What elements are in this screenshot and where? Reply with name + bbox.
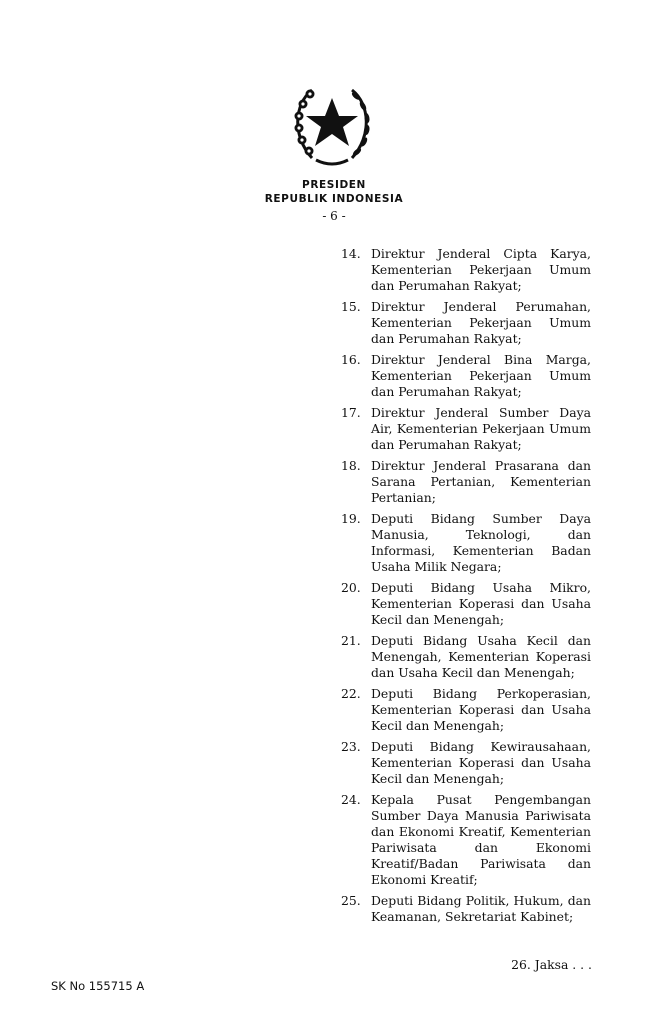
list-item <box>341 405 591 453</box>
item-text: Deputi Bidang Kewirausahaan, Kementerian Koperasi dan Usaha Kecil dan Menengah; <box>371 739 591 786</box>
list-item <box>341 246 591 294</box>
item-number: 15. <box>341 299 361 314</box>
list-item <box>341 633 591 681</box>
page-number: - 6 - <box>322 209 346 223</box>
list-item <box>341 299 591 347</box>
item-text: Direktur Jenderal Sumber Daya Air, Kementerian Pekerjaan Umum dan Perumahan Rakyat; <box>371 405 591 452</box>
list-item <box>341 580 591 628</box>
item-text: Kepala Pusat Pengembangan Sumber Daya Manusia Pariwisata dan Ekonomi Kreatif, Kementerian Pariwisata dan Ekonomi Kreatif/Badan Pariwisata dan Ekonomi Kreatif; <box>371 792 591 887</box>
item-number: 14. <box>341 246 361 261</box>
item-number: 19. <box>341 511 361 526</box>
list-item <box>341 686 591 734</box>
item-number: 16. <box>341 352 361 367</box>
item-text: Direktur Jenderal Perumahan, Kementerian Pekerjaan Umum dan Perumahan Rakyat; <box>371 299 591 346</box>
item-number: 20. <box>341 580 361 595</box>
list-item <box>341 893 591 925</box>
item-number: 23. <box>341 739 361 754</box>
item-text: Direktur Jenderal Cipta Karya, Kementerian Pekerjaan Umum dan Perumahan Rakyat; <box>371 246 591 293</box>
document-serial-number: SK No 155715 A <box>51 979 145 993</box>
official-list <box>341 246 591 930</box>
item-text: Direktur Jenderal Prasarana dan Sarana Pertanian, Kementerian Pertanian; <box>371 458 591 505</box>
continuation-catchword: 26. Jaksa . . . <box>511 957 592 972</box>
list-item <box>341 458 591 506</box>
item-number: 25. <box>341 893 361 908</box>
header-title-republik: REPUBLIK INDONESIA <box>264 193 404 205</box>
item-number: 18. <box>341 458 361 473</box>
item-text: Deputi Bidang Usaha Kecil dan Menengah, Kementerian Koperasi dan Usaha Kecil dan Menengah; <box>371 633 591 680</box>
item-text: Deputi Bidang Politik, Hukum, dan Keamanan, Sekretariat Kabinet; <box>371 893 591 924</box>
item-number: 17. <box>341 405 361 420</box>
item-text: Deputi Bidang Perkoperasian, Kementerian Koperasi dan Usaha Kecil dan Menengah; <box>371 686 591 733</box>
item-number: 22. <box>341 686 361 701</box>
list-item <box>341 739 591 787</box>
item-text: Deputi Bidang Sumber Daya Manusia, Teknologi, dan Informasi, Kementerian Badan Usaha Milik Negara; <box>371 511 591 574</box>
item-number: 21. <box>341 633 361 648</box>
list-item <box>341 352 591 400</box>
list-item <box>341 511 591 575</box>
garuda-star-emblem-icon <box>282 76 382 176</box>
header-title-presiden: PRESIDEN <box>302 179 366 191</box>
item-number: 24. <box>341 792 361 807</box>
list-item <box>341 792 591 888</box>
item-text: Deputi Bidang Usaha Mikro, Kementerian Koperasi dan Usaha Kecil dan Menengah; <box>371 580 591 627</box>
item-text: Direktur Jenderal Bina Marga, Kementerian Pekerjaan Umum dan Perumahan Rakyat; <box>371 352 591 399</box>
